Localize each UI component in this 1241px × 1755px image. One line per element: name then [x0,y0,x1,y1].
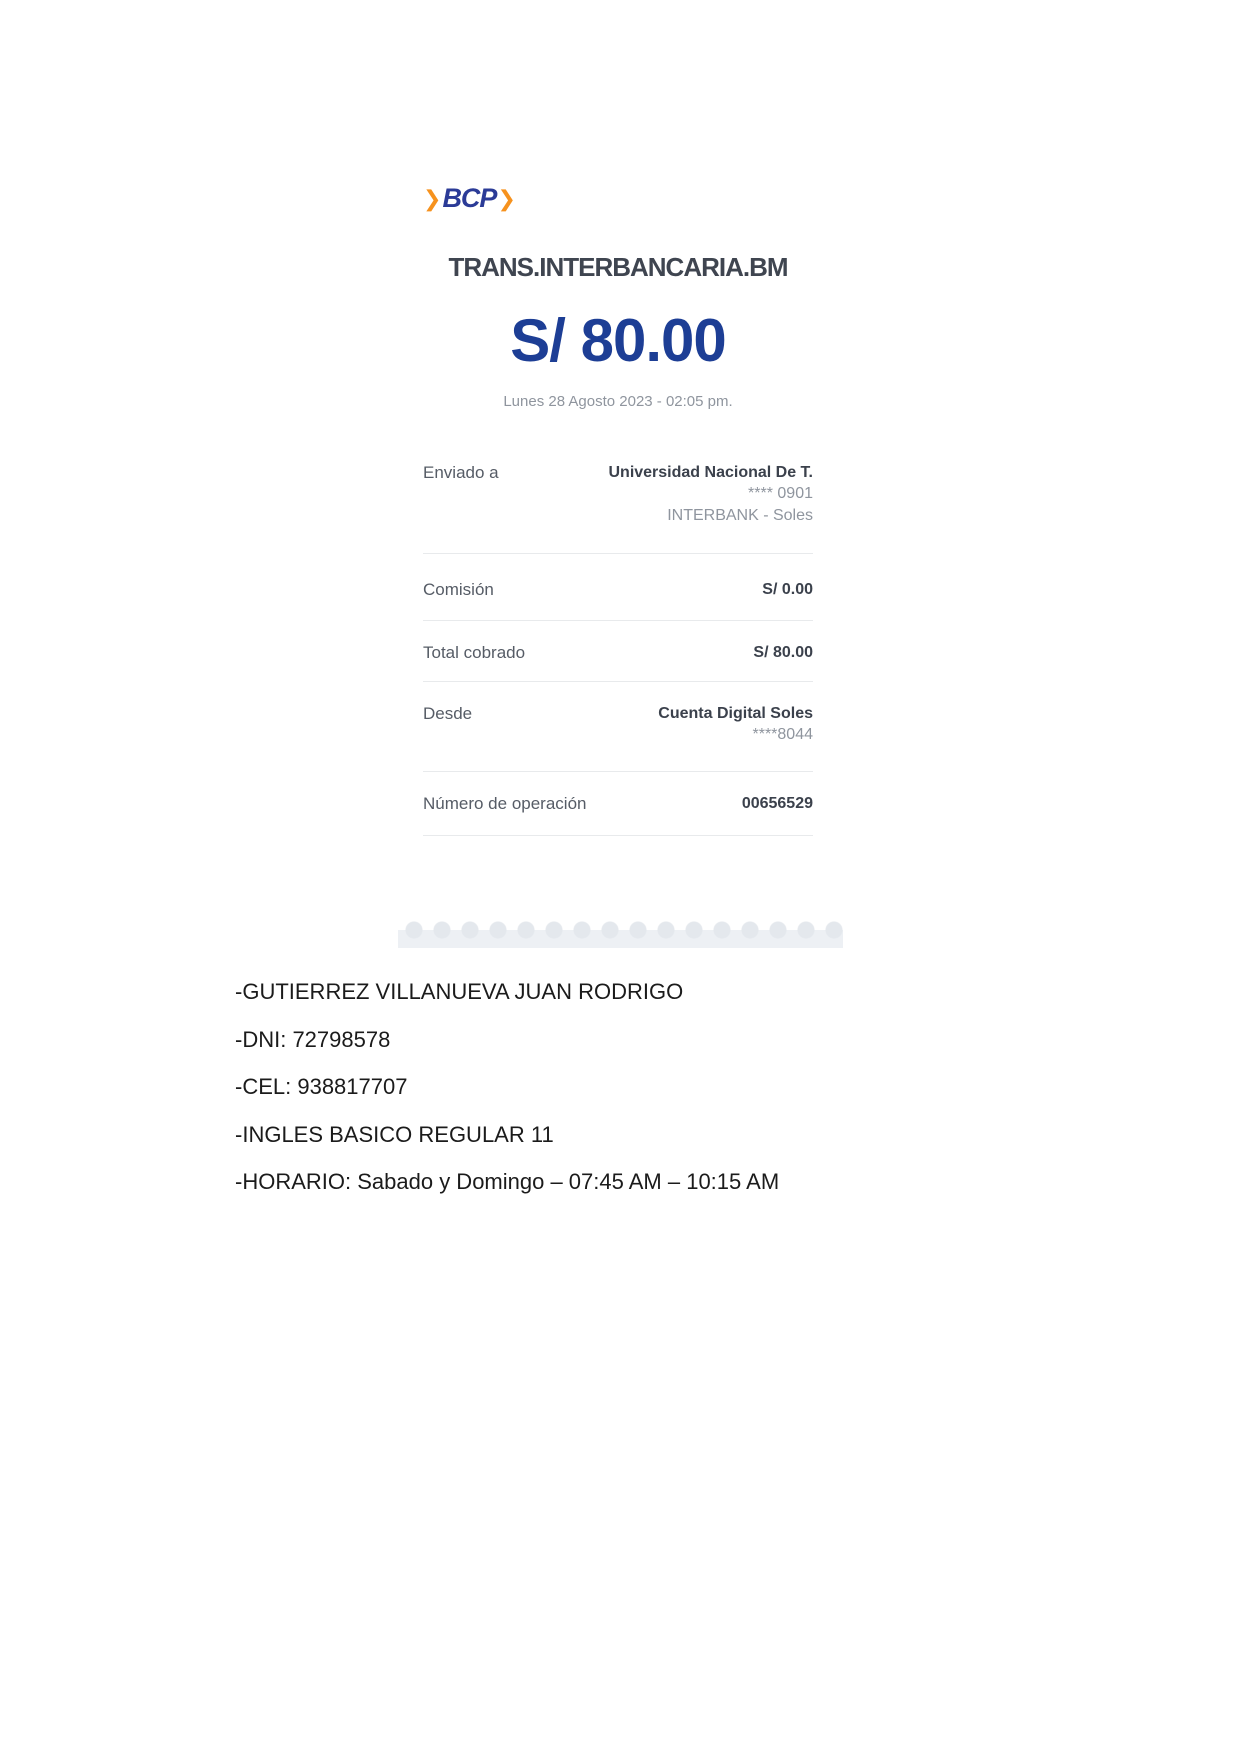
receipt-row-from-account [423,682,813,772]
receipt-row-total-charged [423,621,813,682]
row-values [608,463,813,527]
bcp-logo-text: BCP [442,183,497,213]
row-value: Universidad Nacional De T. [608,464,813,481]
receipt-row-commission [423,554,813,621]
receipt-scalloped-edge [398,930,843,948]
receipt-title: TRANS.INTERBANCARIA.BM [448,252,788,282]
row-label: Comisión [423,580,494,599]
receipt-detail-rows [423,453,813,836]
row-subvalue: **** 0901 [748,485,813,502]
row-value: S/ 0.00 [762,581,813,598]
receipt-row-sent-to [423,453,813,554]
row-label: Número de operación [423,794,587,813]
row-subvalue: INTERBANK - Soles [667,507,813,524]
receipt-card [397,185,843,836]
row-value: S/ 80.00 [753,644,813,661]
note-line-dni: -DNI: 72798578 [235,1026,391,1052]
bcp-chevron-right-icon: ❯ [497,186,515,211]
row-values [742,794,813,814]
row-value: Cuenta Digital Soles [658,705,813,722]
bcp-logo [423,185,813,212]
notes-block [235,981,1035,1219]
row-label: Enviado a [423,463,499,482]
row-subvalue: ****8044 [752,726,813,743]
bcp-chevron-left-icon: ❯ [423,186,441,211]
receipt-amount: S/ 80.00 [510,307,726,374]
row-values [753,643,813,663]
row-label: Total cobrado [423,643,526,662]
row-label: Desde [423,704,473,723]
note-line-name: -GUTIERREZ VILLANUEVA JUAN RODRIGO [235,979,684,1004]
receipt-row-operation-number [423,772,813,836]
receipt-datetime: Lunes 28 Agosto 2023 - 02:05 pm. [503,393,733,410]
row-values [762,580,813,600]
note-line-course: -INGLES BASICO REGULAR 11 [235,1121,554,1147]
note-line-schedule: -HORARIO: Sabado y Domingo – 07:45 AM – 10:15 AM [235,1169,780,1194]
note-line-cel: -CEL: 938817707 [235,1074,408,1099]
row-value: 00656529 [741,795,813,812]
row-values [658,704,813,746]
